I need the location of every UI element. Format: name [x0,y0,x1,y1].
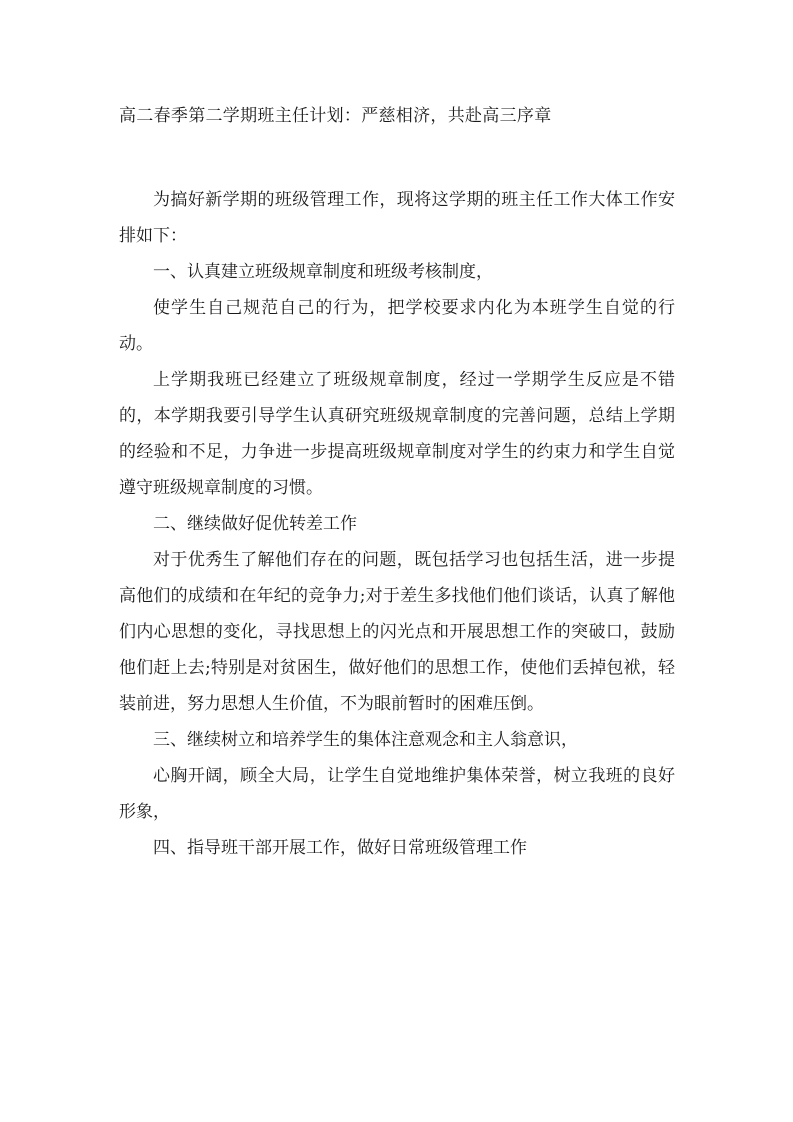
paragraph-section-1-detail: 上学期我班已经建立了班级规章制度，经过一学期学生反应是不错的，本学期我要引导学生认真研究班级规章制度的完善问题，总结上学期的经验和不足，力争进一步提高班级规章制度对学生的约束力和学生自觉遵守班级规章制度的习惯。 [119,370,675,498]
document-title: 高二春季第二学期班主任计划：严慈相济，共赴高三序章 [119,106,552,126]
paragraph-section-3-detail: 心胸开阔，顾全大局，让学生自觉地维护集体荣誉，树立我班的良好形象， [119,766,675,822]
heading-section-1: 一、认真建立班级规章制度和班级考核制度， [153,262,493,282]
paragraph-section-2-detail: 对于优秀生了解他们存在的问题，既包括学习也包括生活，进一步提高他们的成绩和在年纪的竞争力;对于差生多找他们他们谈话，认真了解他们内心思想的变化，寻找思想上的闪光点和开展思想工作的突破口，鼓励他们赶上去;特别是对贫困生，做好他们的思想工作，使他们丢掉包袱，轻装前进，努力思想人生价值，不为眼前暂时的困难压倒。 [119,550,675,714]
heading-section-3: 三、继续树立和培养学生的集体注意观念和主人翁意识， [153,730,578,750]
heading-section-2: 二、继续做好促优转差工作 [153,514,357,534]
document-body [119,182,675,866]
paragraph-intro: 为搞好新学期的班级管理工作，现将这学期的班主任工作大体工作安排如下： [119,190,675,246]
paragraph-section-1-goal: 使学生自己规范自己的行为，把学校要求内化为本班学生自觉的行动。 [119,298,675,354]
heading-section-4: 四、指导班干部开展工作，做好日常班级管理工作 [153,838,527,858]
